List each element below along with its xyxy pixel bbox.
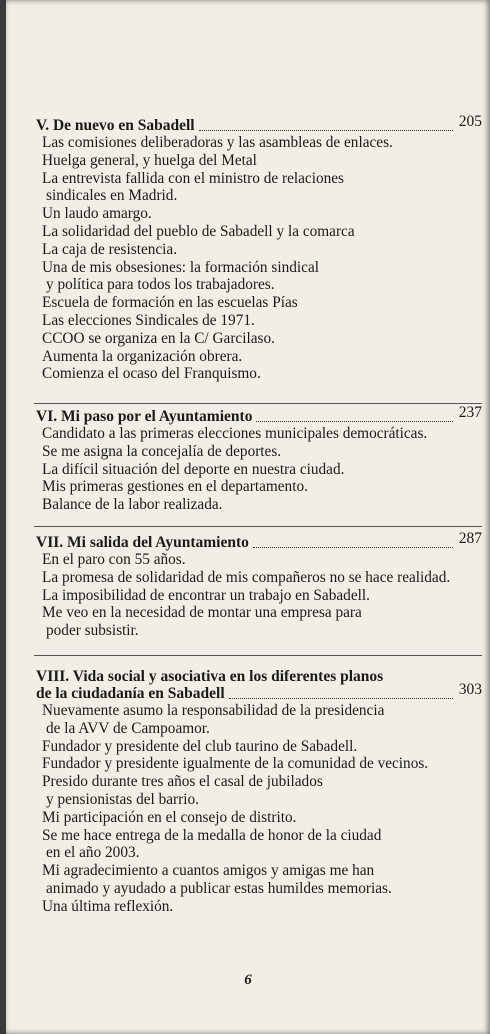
dot-leader	[253, 547, 453, 548]
list-item: Huelga general, y huelga del Metal	[42, 151, 257, 169]
section-heading	[36, 404, 482, 425]
list-item: y pensionistas del barrio.	[46, 790, 199, 808]
list-item: Comienza el ocaso del Franquismo.	[42, 365, 261, 383]
book-page	[6, 0, 490, 1034]
section-heading	[36, 668, 482, 702]
list-item: Nuevamente asumo la responsabilidad de la presidencia	[42, 702, 385, 719]
list-item: Se me hace entrega de la medalla de honor de la ciudad	[42, 826, 382, 844]
list-item: Las comisiones deliberadoras y las asambleas de enlaces.	[42, 134, 393, 151]
list-item: La difícil situación del deporte en nuestra ciudad.	[42, 460, 345, 478]
list-item: Un laudo amargo.	[42, 205, 152, 223]
list-item: CCOO se organiza en la C/ Garcilaso.	[42, 329, 275, 347]
list-item: En el paro con 55 años.	[42, 551, 186, 568]
section-heading	[36, 530, 482, 551]
list-item: Candidato a las primeras elecciones municipales democráticas.	[42, 425, 428, 442]
list-item: La solidaridad del pueblo de Sabadell y la comarca	[42, 222, 355, 240]
list-item: Mis primeras gestiones en el departamento.	[42, 478, 308, 496]
section-page-number: 205	[458, 113, 482, 130]
toc-section-vi	[36, 404, 482, 514]
toc-section-vii	[36, 530, 482, 640]
section-title-line-2: de la ciudadanía en Sabadell	[36, 685, 225, 702]
section-items	[36, 702, 482, 916]
list-item: Presido durante tres años el casal de jubilados	[42, 773, 323, 791]
section-page-number: 303	[458, 681, 482, 698]
list-item: Mi agradecimiento a cuantos amigos y amigas me han	[42, 862, 375, 880]
list-item: Me veo en la necesidad de montar una empresa para	[42, 604, 362, 622]
dot-leader	[229, 698, 453, 699]
list-item: La caja de resistencia.	[42, 240, 178, 258]
list-item: La promesa de solidaridad de mis compañeros no se hace realidad.	[42, 568, 451, 586]
section-items	[36, 551, 482, 640]
list-item: Las elecciones Sindicales de 1971.	[42, 311, 255, 329]
list-item: La imposibilidad de encontrar un trabajo en Sabadell.	[42, 586, 370, 604]
list-item: Escuela de formación en las escuelas Pías	[42, 294, 298, 312]
page-number: 6	[244, 972, 252, 988]
dot-leader	[256, 421, 452, 422]
list-item: de la AVV de Campoamor.	[46, 719, 210, 737]
list-item: Fundador y presidente del club taurino de Sabadell.	[42, 737, 358, 755]
list-item: Fundador y presidente igualmente de la comunidad de vecinos.	[42, 755, 429, 773]
section-page-number: 237	[458, 404, 482, 421]
toc-section-viii	[36, 668, 482, 916]
section-items	[36, 425, 482, 514]
section-heading	[36, 113, 482, 134]
list-item: y política para todos los trabajadores.	[46, 276, 275, 294]
section-page-number: 287	[458, 530, 482, 547]
section-title: V. De nuevo en Sabadell	[36, 117, 195, 134]
section-title: VII. Mi salida del Ayuntamiento	[36, 534, 249, 551]
section-divider	[34, 403, 482, 404]
section-items	[36, 134, 482, 383]
section-title: VI. Mi paso por el Ayuntamiento	[36, 408, 253, 425]
section-divider	[34, 526, 482, 527]
list-item: Balance de la labor realizada.	[42, 496, 223, 514]
list-item: Una de mis obsesiones: la formación sindical	[42, 258, 319, 276]
dot-leader	[199, 130, 453, 131]
list-item: poder subsistir.	[46, 622, 139, 640]
list-item: Una última reflexión.	[42, 897, 174, 915]
list-item: animado y ayudado a publicar estas humildes memorias.	[46, 879, 392, 897]
section-title-line-1: VIII. Vida social y asociativa en los diferentes planos	[36, 668, 384, 685]
list-item: sindicales en Madrid.	[46, 187, 178, 205]
list-item: en el año 2003.	[46, 844, 140, 862]
list-item: Aumenta la organización obrera.	[42, 347, 243, 365]
list-item: Mi participación en el consejo de distrito.	[42, 808, 297, 826]
toc-section-v	[36, 113, 482, 383]
section-divider	[34, 655, 482, 656]
list-item: Se me asigna la concejalía de deportes.	[42, 442, 282, 460]
list-item: La entrevista fallida con el ministro de relaciones	[42, 169, 344, 187]
